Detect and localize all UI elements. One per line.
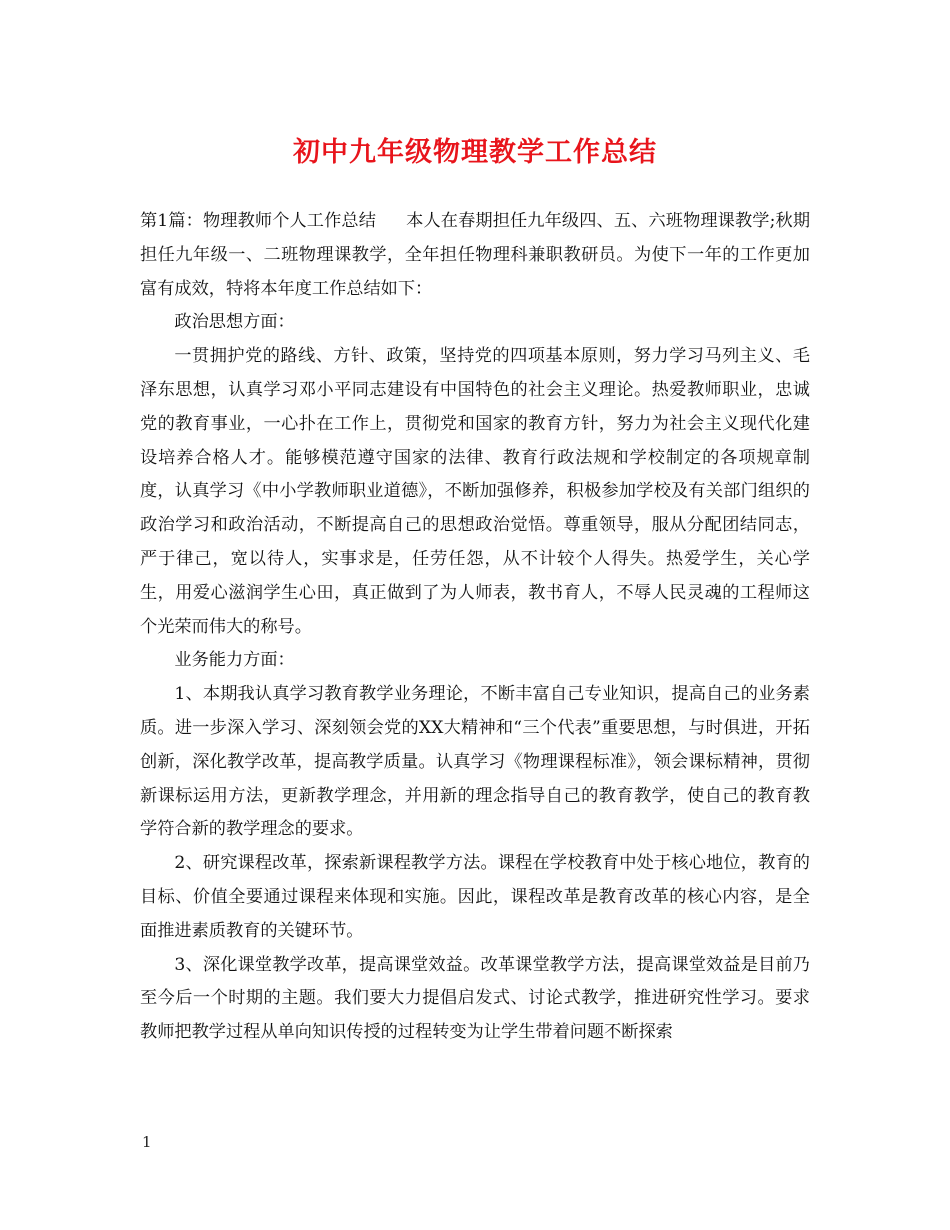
paragraph-political: 一贯拥护党的路线、方针、政策，坚持党的四项基本原则，努力学习马列主义、毛泽东思想，认真学习邓小平同志建设有中国特色的社会主义理论。热爱教师职业，忠诚党的教育事业，一心扑在工作上，贯彻党和国家的教育方针，努力为社会主义现代化建设培养合格人才。能够模范遵守国家的法律、教育行政法规和学校制定的各项规章制度，认真学习《中小学教师职业道德》，不断加强修养，积极参加学校及有关部门组织的政治学习和政治活动，不断提高自己的思想政治觉悟。尊重领导，服从分配团结同志，严于律己，宽以待人，实事求是，任劳任怨，从不计较个人得失。热爱学生，关心学生，用爱心滋润学生心田，真正做到了为人师表，教书育人，不辱人民灵魂的工程师这个光荣而伟大的称号。 (140, 346, 810, 637)
page-number: 1 (142, 1133, 152, 1151)
intro-text: 本人在春期担任九年级四、五、六班物理课教学;秋期担任九年级一、二班物理课教学，全年担任物理科兼职教研员。为使下一年的工作更加富有成效，特将本年度工作总结如下： (140, 211, 811, 299)
document-title: 初中九年级物理教学工作总结 (293, 137, 657, 168)
paragraph-item-1: 1、本期我认真学习教育教学业务理论，不断丰富自己专业知识，提高自己的业务素质。进一步深入学习、深刻领会党的XX大精神和“三个代表”重要思想，与时俱进，开拓创新，深化教学改革，提高教学质量。认真学习《物理课程标准》，领会课标精神，贯彻新课标运用方法，更新教学理念，并用新的理念指导自己的教育教学，使自己的教育教学符合新的教学理念的要求。 (140, 684, 810, 840)
paragraph-item-3: 3、深化课堂教学改革，提高课堂效益。改革课堂教学方法，提高课堂效益是目前乃至今后一个时期的主题。我们要大力提倡启发式、讨论式教学，推进研究性学习。要求教师把教学过程从单向知识传授的过程转变为让学生带着问题不断探索 (140, 954, 810, 1043)
section-heading-article: 第1篇：物理教师个人工作总结 (140, 211, 377, 231)
paragraph-intro (140, 205, 810, 306)
document-body (140, 205, 810, 1050)
paragraph-item-2: 2、研究课程改革，探索新课程教学方法。课程在学校教育中处于核心地位，教育的目标、价值全要通过课程来体现和实施。因此，课程改革是教育改革的核心内容，是全面推进素质教育的关键环节。 (140, 853, 810, 941)
subheading-professional: 业务能力方面： (174, 650, 295, 671)
subheading-political: 政治思想方面： (174, 312, 295, 333)
